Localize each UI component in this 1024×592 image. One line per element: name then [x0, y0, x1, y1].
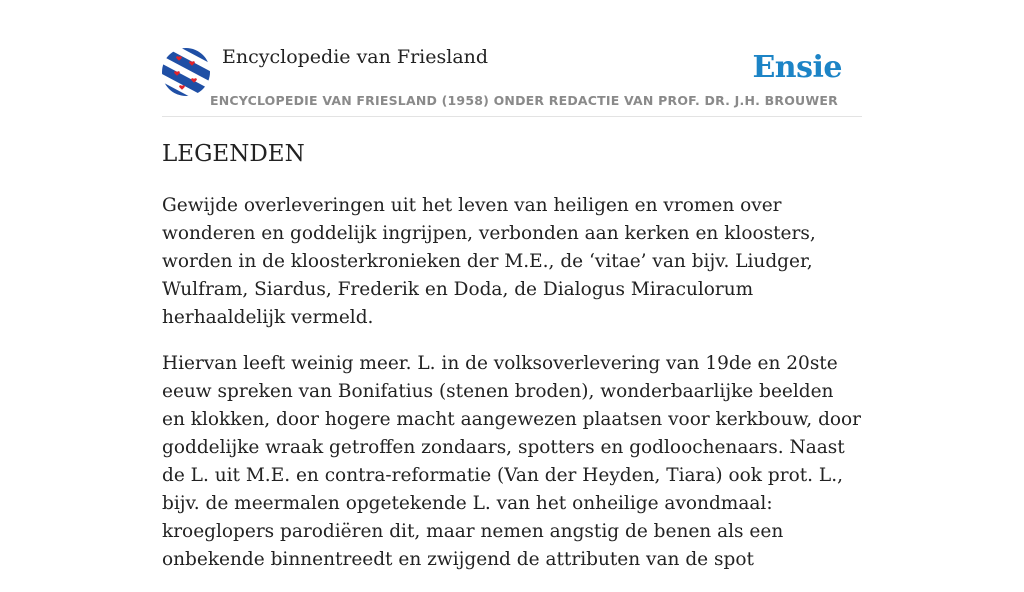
frisian-flag-icon[interactable]	[162, 48, 210, 96]
entry-paragraph: Gewijde overleveringen uit het leven van heiligen en vromen over wonderen en goddelijk ingrijpen, verbonden aan kerken en kloosters, worden in de kloosterkronieken der M.E., de ‘vitae’ van bijv. Liudger, Wulfram, Siardus, Frederik en Doda, de Dialogus Miraculorum herhaaldelijk vermeld.	[162, 195, 816, 328]
site-subtitle: ENCYCLOPEDIE VAN FRIESLAND (1958) ONDER REDACTIE VAN PROF. DR. J.H. BROUWER	[210, 93, 838, 108]
site-header	[162, 44, 862, 117]
entry-paragraph: Hiervan leeft weinig meer. L. in de volksoverlevering van 19de en 20ste eeuw spreken van Bonifatius (stenen broden), wonderbaarlijke beelden en klokken, door hogere macht aangewezen plaatsen voor kerkbouw, door goddelijke wraak getroffen zondaars, spotters en godloochenaars. Naast de L. uit M.E. en contra-reformatie (Van der Heyden, Tiara) ook prot. L., bijv. de meermalen opgetekende L. van het onheilige avondmaal: kroeglopers parodiëren dit, maar nemen angstig de benen als een onbekende binnentreedt en zwijgend de attributen van de spot	[162, 353, 862, 570]
site-title[interactable]: Encyclopedie van Friesland	[222, 46, 489, 68]
entry-title: LEGENDEN	[162, 141, 305, 167]
brand-logo-text[interactable]: Ensie	[752, 50, 842, 85]
entry-content	[162, 138, 862, 592]
